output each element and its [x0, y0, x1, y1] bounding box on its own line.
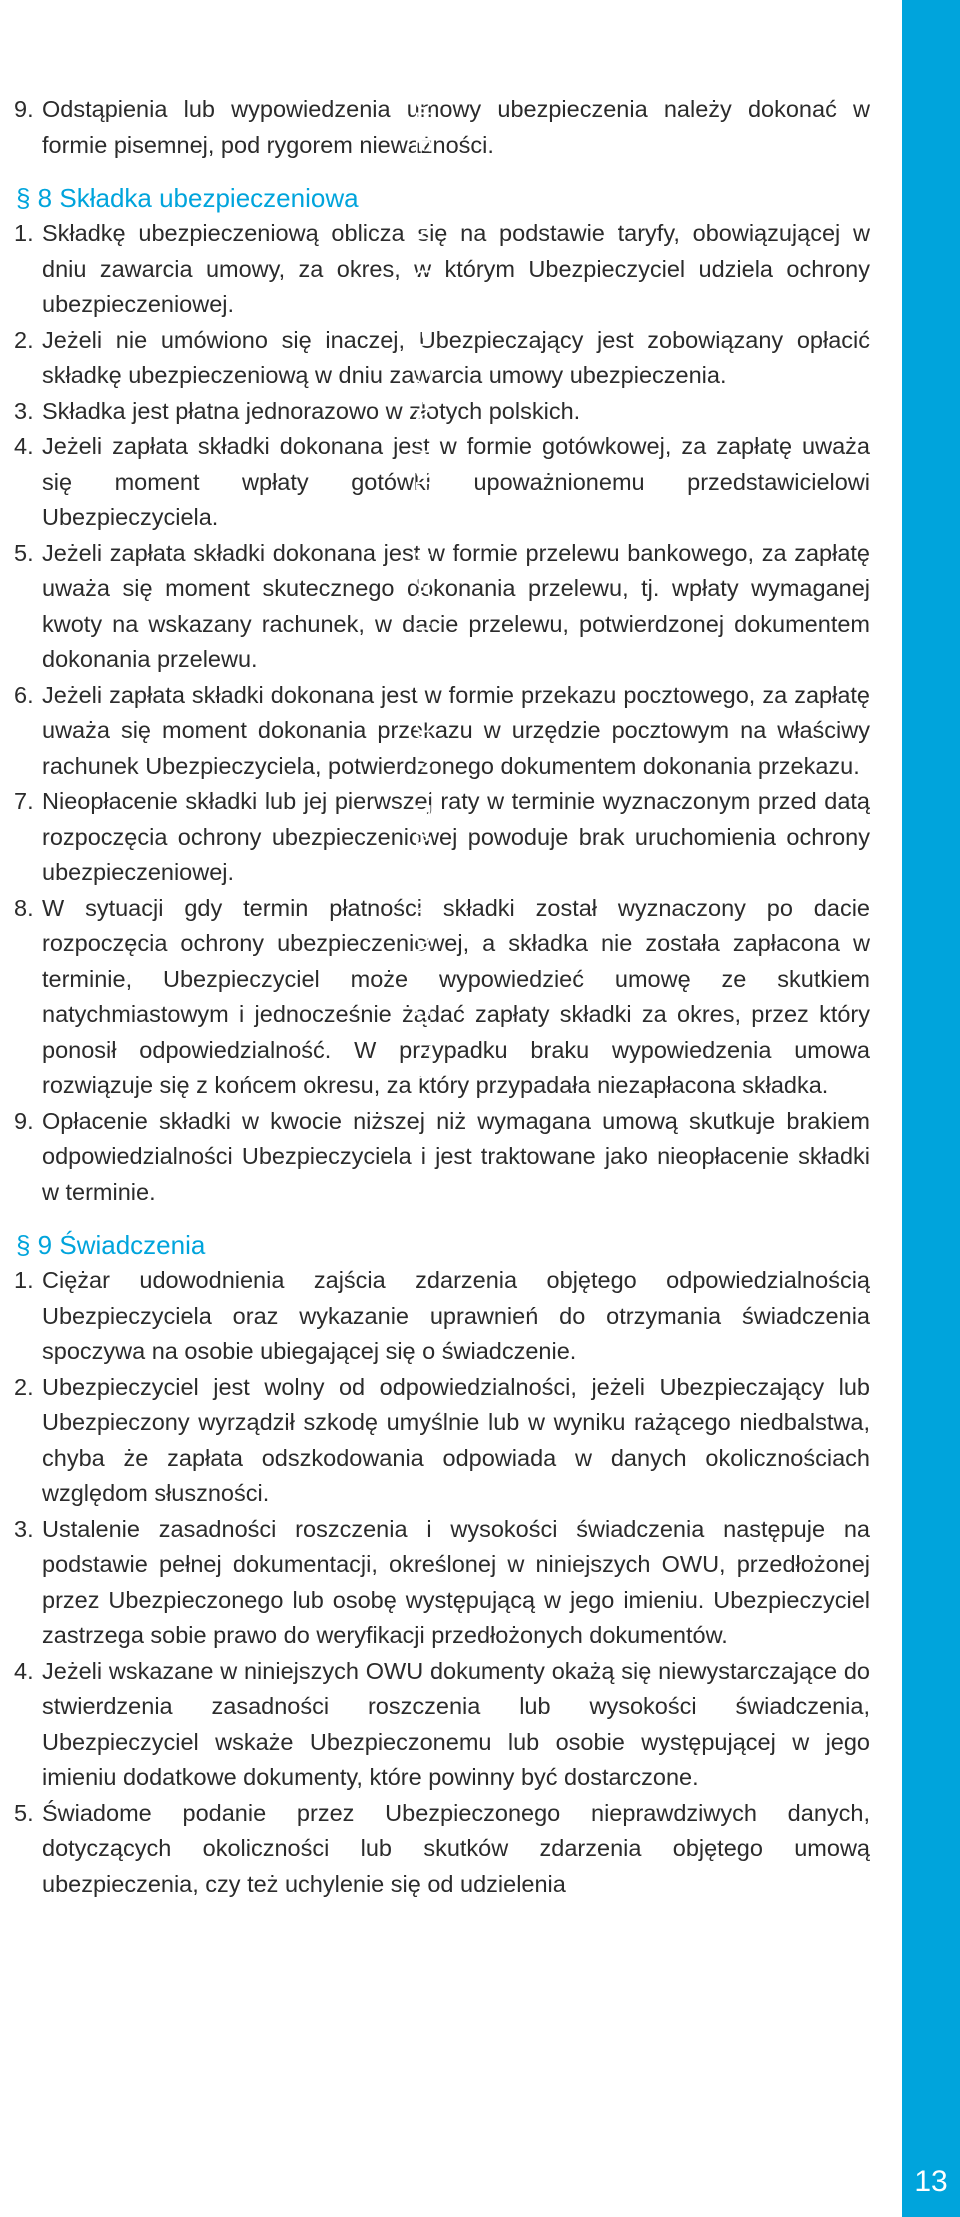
list-item	[14, 536, 870, 678]
list-item	[14, 891, 870, 1104]
item-text: Ciężar udowodnienia zajścia zdarzenia objętego odpowiedzialnością Ubezpieczyciela oraz wykazanie uprawnień do otrzymania świadczenia spoczywa na osobie ubiegającej się o świadczenie.	[42, 1267, 870, 1364]
item-text: W sytuacji gdy termin płatności składki został wyznaczony po dacie rozpoczęcia ochrony ubezpieczeniowej, a składka nie została zapłacona w terminie, Ubezpieczyciel może wypowiedzieć umowę ze skutkiem natychmiastowym i jednocześnie żądać zapłaty składki za okres, przez który ponosił odpowiedzialność. W przypadku braku wypowiedzenia umowa rozwiązuje się z końcem okresu, za który przypadała niezapłacona składka.	[42, 894, 870, 1098]
list-item	[14, 92, 870, 163]
list-item	[14, 216, 870, 323]
sidebar-title: OGÓLNE WARUNKI UBEZPIECZENIA PODRÓŻNEGO TRAVEL GUARD® DLA KLIENTÓW ENOVATIS	[410, 60, 434, 1081]
list-item	[14, 1654, 870, 1796]
item-number: 5.	[14, 539, 34, 566]
section-8-list	[14, 216, 870, 1210]
item-text: Składkę ubezpieczeniową oblicza się na podstawie taryfy, obowiązującej w dniu zawarcia umowy, za okres, w którym Ubezpieczyciel udziela ochrony ubezpieczeniowej.	[42, 220, 870, 317]
item-text: Świadome podanie przez Ubezpieczonego nieprawdziwych danych, dotyczących okoliczności lub skutków zdarzenia objętego umową ubezpieczenia, czy też uchylenie się od udzielenia	[42, 1799, 870, 1897]
item-text: Jeżeli zapłata składki dokonana jest w formie przekazu pocztowego, za zapłatę uważa się moment dokonania przekazu w urzędzie pocztowym na właściwy rachunek Ubezpieczyciela, potwierdzonego dokumentem dokonania przekazu.	[42, 681, 870, 779]
item-text: Jeżeli wskazane w niniejszych OWU dokumenty okażą się niewystarczające do stwierdzenia zasadności roszczenia lub wysokości świadczenia, Ubezpieczyciel wskaże Ubezpieczonemu lub osobie występującej w jego imieniu dodatkowe dokumenty, które powinny być dostarczone.	[42, 1657, 870, 1790]
item-number: 9.	[14, 1107, 34, 1134]
list-item	[14, 323, 870, 394]
item-number: 1.	[14, 220, 34, 246]
item-text: Ustalenie zasadności roszczenia i wysokości świadczenia następuje na podstawie pełnej dokumentacji, określonej w niniejszych OWU, przedłożonej przez Ubezpieczonego lub osobę występującą w jego imieniu. Ubezpieczyciel zastrzega sobie prawo do weryfikacji przedłożonych dokumentów.	[42, 1515, 870, 1648]
item-number: 1.	[14, 1267, 34, 1293]
page-number: 13	[914, 2165, 948, 2198]
item-number: 4.	[14, 1657, 34, 1684]
item-number: 2.	[14, 326, 34, 353]
item-text: Jeżeli zapłata składki dokonana jest w formie przelewu bankowego, za zapłatę uważa się moment skutecznego dokonania przelewu, tj. wpłaty wymaganej kwoty na wskazany rachunek, w dacie przelewu, potwierdzonej dokumentem dokonania przelewu.	[42, 539, 870, 672]
item-number: 5.	[14, 1799, 34, 1826]
list-item	[14, 1263, 870, 1370]
list-item	[14, 1104, 870, 1211]
item-text: Składka jest płatna jednorazowo w złotych polskich.	[42, 397, 581, 424]
item-number: 6.	[14, 681, 34, 708]
item-number: 9.	[14, 96, 34, 122]
list-item	[14, 1370, 870, 1512]
item-number: 4.	[14, 433, 34, 459]
item-number: 7.	[14, 788, 34, 814]
item-text: Opłacenie składki w kwocie niższej niż wymagana umową skutkuje brakiem odpowiedzialności Ubezpieczyciela i jest traktowane jako nieopłacenie składki w terminie.	[42, 1107, 870, 1205]
item-text: Ubezpieczyciel jest wolny od odpowiedzialności, jeżeli Ubezpieczający lub Ubezpieczony wyrządził szkodę umyślnie lub w wyniku rażącego niedbalstwa, chyba że zapłata odszkodowania odpowiada w danych okolicznościach względom słuszności.	[42, 1373, 870, 1506]
item-number: 2.	[14, 1373, 34, 1400]
item-text: Odstąpienia lub wypowiedzenia umowy ubezpieczenia należy dokonać w formie pisemnej, pod rygorem nieważności.	[42, 96, 870, 158]
item-number: 8.	[14, 894, 34, 921]
section-9-list	[14, 1263, 870, 1902]
item-text: Nieopłacenie składki lub jej pierwszej raty w terminie wyznaczonym przed datą rozpoczęcia ochrony ubezpieczeniowej powoduje brak uruchomienia ochrony ubezpieczeniowej.	[42, 788, 870, 885]
section-heading-9: § 9 Świadczenia	[16, 1230, 206, 1260]
item-number: 3.	[14, 1515, 34, 1542]
list-item	[14, 678, 870, 785]
section-heading-8: § 8 Składka ubezpieczeniowa	[16, 183, 359, 213]
document-body	[14, 92, 870, 1902]
item-text: Jeżeli zapłata składki dokonana jest w formie gotówkowej, za zapłatę uważa się moment wpłaty gotówki upoważnionemu przedstawicielowi Ubezpieczyciela.	[42, 433, 870, 530]
list-item	[14, 1512, 870, 1654]
list-item	[14, 429, 870, 536]
list-item	[14, 1796, 870, 1903]
item-text: Jeżeli nie umówiono się inaczej, Ubezpieczający jest zobowiązany opłacić składkę ubezpieczeniową w dniu zawarcia umowy ubezpieczenia.	[42, 326, 870, 388]
list-item	[14, 394, 870, 430]
list-item	[14, 784, 870, 891]
item-number: 3.	[14, 397, 34, 424]
